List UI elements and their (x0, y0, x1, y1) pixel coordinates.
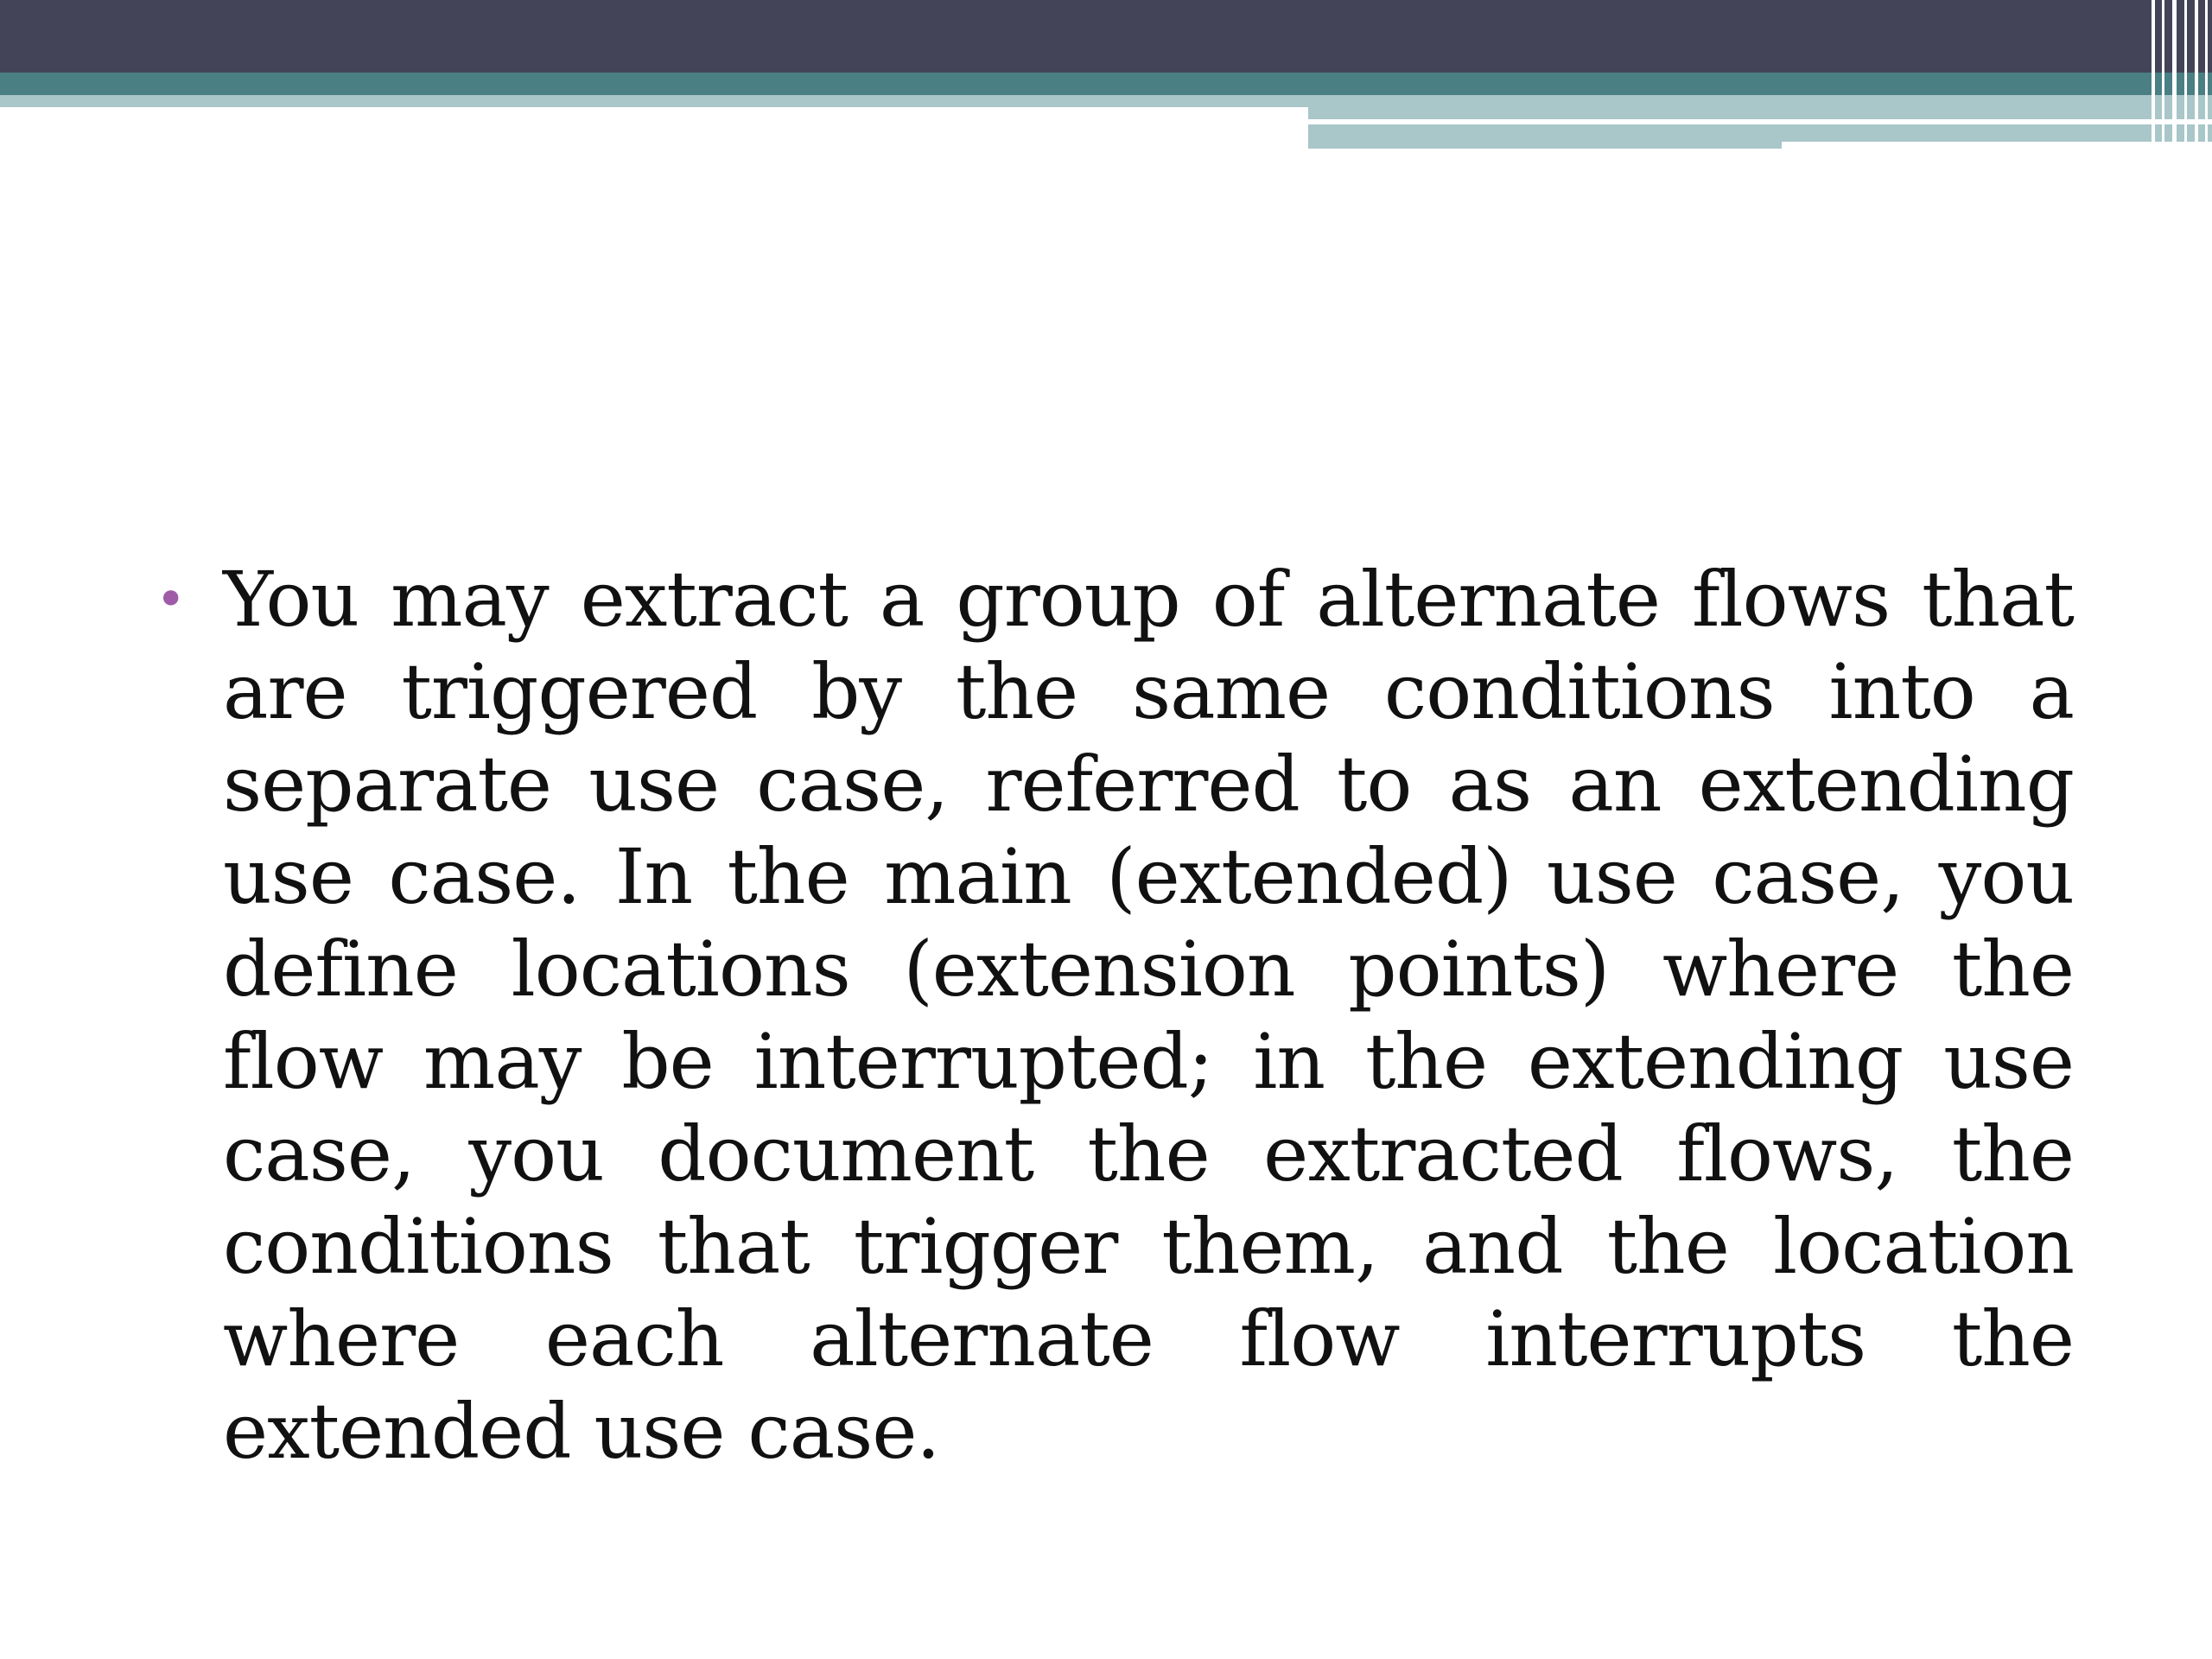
bullet-dot-icon: • (156, 569, 187, 630)
header-light-band-lower (1308, 124, 1782, 149)
bullet-item (156, 553, 2074, 1478)
slide-body (156, 553, 2074, 1478)
header-teal-band (0, 73, 2212, 95)
header-light-band-right (1308, 95, 2212, 119)
header-stripes (2146, 0, 2212, 149)
header-light-band-left (0, 95, 1308, 107)
header-dark-band (0, 0, 2212, 73)
bullet-text: You may extract a group of alternate flows that are triggered by the same conditions into a separate use case, referred to as an extending use case. In the main (extended) use case, you define locations (extension points) where the flow may be interrupted; in the extending use case, you document the extracted flows, the conditions that trigger them, and the location where each alternate flow interrupts the extended use case. (223, 555, 2074, 1476)
